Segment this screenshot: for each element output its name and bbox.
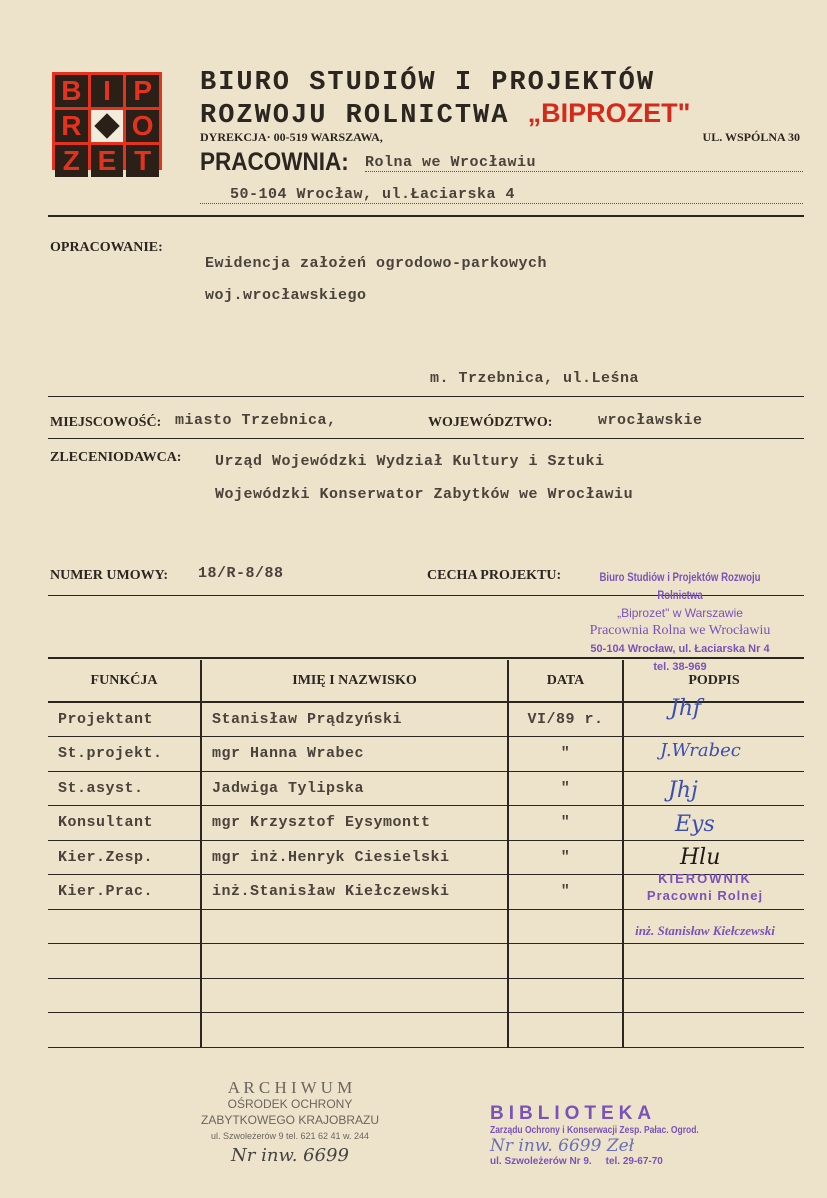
table-row xyxy=(48,944,804,979)
cell-data: " xyxy=(508,875,623,910)
org-name-line2 xyxy=(200,98,690,131)
cell-data: VI/89 r. xyxy=(508,702,623,737)
umowa-label: NUMER UMOWY: xyxy=(50,568,169,583)
stamp-line: 50-104 Wrocław, ul. Łaciarska Nr 4 xyxy=(590,643,770,655)
org-brand: „BIPROZET" xyxy=(527,98,691,128)
divider xyxy=(48,396,804,397)
zleceniodawca-label: ZLECENIODAWCA: xyxy=(50,450,182,465)
archive-stamp xyxy=(185,1080,395,1164)
cell-funkcja xyxy=(48,978,201,1013)
miejscowosc-label: MIEJSCOWOŚĆ: xyxy=(50,415,162,430)
cell-data: " xyxy=(508,737,623,772)
stamp-line: inż. Stanisław Kiełczewski xyxy=(635,923,775,938)
cell-nazwisko xyxy=(201,978,508,1013)
stamp-line: OŚRODEK OCHRONY xyxy=(227,1097,353,1111)
opracowanie-line1: Ewidencja założeń ogrodowo-parkowych xyxy=(205,255,548,272)
kierownik-stamp xyxy=(610,870,800,939)
stamp-line: tel. 38-969 xyxy=(653,661,707,673)
cell-funkcja: St.asyst. xyxy=(48,771,201,806)
cell-data: " xyxy=(508,840,623,875)
cell-nazwisko: Jadwiga Tylipska xyxy=(201,771,508,806)
logo-letter: Z xyxy=(55,145,88,177)
cell-nazwisko xyxy=(201,944,508,979)
logo-letter: I xyxy=(91,75,124,107)
signature: J.Wrabec xyxy=(660,740,741,761)
biprozet-logo xyxy=(52,72,162,176)
cell-data: " xyxy=(508,806,623,841)
col-nazwisko: IMIĘ I NAZWISKO xyxy=(201,660,508,702)
cell-podpis xyxy=(623,771,804,806)
stamp-line: tel. 29-67-70 xyxy=(605,1156,663,1167)
cell-funkcja: Projektant xyxy=(48,702,201,737)
cecha-label: CECHA PROJEKTU: xyxy=(427,568,562,583)
cell-data xyxy=(508,978,623,1013)
logo-letter: E xyxy=(91,145,124,177)
cell-nazwisko xyxy=(201,1013,508,1048)
signature: Eys xyxy=(675,812,715,837)
location-line: m. Trzebnica, ul.Leśna xyxy=(430,370,640,387)
col-data: DATA xyxy=(508,660,623,702)
workshop-address: 50-104 Wrocław, ul.Łaciarska 4 xyxy=(200,186,803,204)
col-podpis: PODPIS xyxy=(623,660,804,702)
stamp-title: BIBLIOTEKA xyxy=(490,1103,657,1124)
miejscowosc-value: miasto Trzebnica, xyxy=(175,412,337,429)
cell-data: " xyxy=(508,771,623,806)
cell-nazwisko xyxy=(201,909,508,944)
divider xyxy=(48,215,804,217)
library-stamp xyxy=(490,1103,750,1167)
umowa-value: 18/R-8/88 xyxy=(198,565,284,582)
cell-podpis xyxy=(623,702,804,737)
signature: Hlu xyxy=(680,845,721,870)
wojewodztwo-value: wrocławskie xyxy=(598,412,703,429)
cell-nazwisko: mgr Hanna Wrabec xyxy=(201,737,508,772)
opracowanie-line2: woj.wrocławskiego xyxy=(205,287,367,304)
logo-letter: B xyxy=(55,75,88,107)
stamp-line: ul. Szwoleżerów 9 tel. 621 62 41 w. 244 xyxy=(210,1131,370,1141)
logo-diamond-icon xyxy=(91,110,124,142)
stamp-line: KIEROWNIK xyxy=(658,871,752,886)
stamp-line: ZABYTKOWEGO KRAJOBRAZU xyxy=(200,1113,380,1127)
table-row xyxy=(48,1013,804,1048)
stamp-line: Pracownia Rolna we Wrocławiu xyxy=(589,623,771,638)
logo-letter: P xyxy=(126,75,159,107)
direction-address: DYREKCJA· 00-519 WARSZAWA, xyxy=(200,130,383,144)
stamp-line: Zarządu Ochrony i Konserwacji Zesp. Pałac. Ogrod. xyxy=(490,1125,699,1136)
cell-podpis xyxy=(623,944,804,979)
cell-funkcja xyxy=(48,1013,201,1048)
cell-data xyxy=(508,944,623,979)
handwritten-inventory: Nr inw. 6699 Zeł xyxy=(490,1136,635,1156)
org-name: ROZWOJU ROLNICTWA xyxy=(200,101,510,131)
signature: Jhj xyxy=(668,778,698,803)
workshop-label: PRACOWNIA: xyxy=(200,148,349,176)
signature: Jhf xyxy=(670,696,702,721)
opracowanie-label: OPRACOWANIE: xyxy=(50,240,163,255)
stamp-title: A R C H I W U M xyxy=(227,1078,353,1097)
logo-letter: R xyxy=(55,110,88,142)
cell-funkcja: St.projekt. xyxy=(48,737,201,772)
logo-letter: O xyxy=(126,110,159,142)
zleceniodawca-line1: Urząd Wojewódzki Wydział Kultury i Sztuki xyxy=(215,453,605,470)
cell-funkcja: Kier.Zesp. xyxy=(48,840,201,875)
divider xyxy=(48,657,804,659)
cell-funkcja: Kier.Prac. xyxy=(48,875,201,910)
col-funkcja: FUNKĆJA xyxy=(48,660,201,702)
cell-funkcja: Konsultant xyxy=(48,806,201,841)
zleceniodawca-line2: Wojewódzki Konserwator Zabytków we Wrocławiu xyxy=(215,486,634,503)
cell-data xyxy=(508,909,623,944)
org-name-line1: BIURO STUDIÓW I PROJEKTÓW xyxy=(200,68,656,98)
cell-funkcja xyxy=(48,909,201,944)
stamp-line: „Biprozet" w Warszawie xyxy=(617,606,743,620)
cell-nazwisko: Stanisław Prądzyński xyxy=(201,702,508,737)
logo-letter: T xyxy=(126,145,159,177)
stamp-line: Biuro Studiów i Projektów Rozwoju Rolnictwa xyxy=(599,570,761,602)
cell-nazwisko: mgr Krzysztof Eysymontt xyxy=(201,806,508,841)
cell-podpis xyxy=(623,978,804,1013)
cell-funkcja xyxy=(48,944,201,979)
table-row xyxy=(48,978,804,1013)
divider xyxy=(48,438,804,439)
workshop-value: Rolna we Wrocławiu xyxy=(365,154,803,172)
street-address: UL. WSPÓLNA 30 xyxy=(702,130,800,144)
wojewodztwo-label: WOJEWÓDZTWO: xyxy=(428,415,553,430)
cell-podpis xyxy=(623,1013,804,1048)
stamp-line: ul. Szwoleżerów Nr 9. xyxy=(490,1156,592,1167)
stamp-line: Pracowni Rolnej xyxy=(646,888,764,903)
cell-nazwisko: mgr inż.Henryk Ciesielski xyxy=(201,840,508,875)
handwritten-inventory: Nr inw. 6699 xyxy=(231,1145,349,1166)
cell-data xyxy=(508,1013,623,1048)
cell-nazwisko: inż.Stanisław Kiełczewski xyxy=(201,875,508,910)
